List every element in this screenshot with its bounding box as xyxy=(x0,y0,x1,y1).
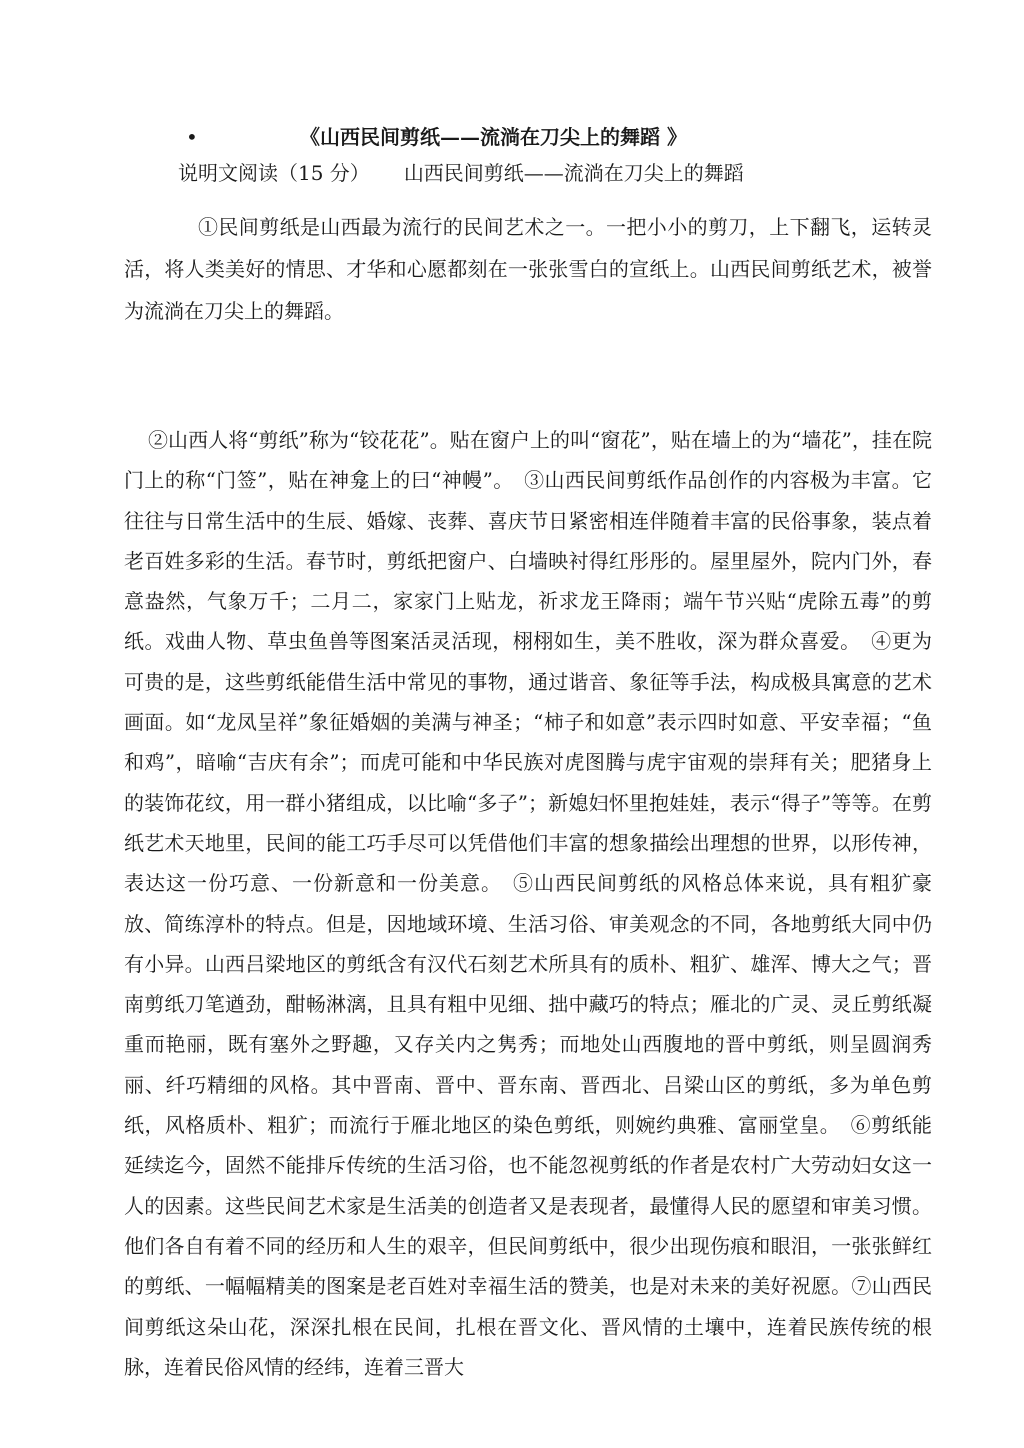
paragraph-2: ②山西人将“剪纸”称为“铰花花”。贴在窗户上的叫“窗花”，贴在墙上的为“墙花”，挂在院门上的称“门签”，贴在神龛上的曰“神幔”。 ③山西民间剪纸作品创作的内容极为丰富。它往往与日常生活中的生辰、婚嫁、丧葬、喜庆节日紧密相连伴随着丰富的民俗事象，装点着老百姓多彩的生活。春节时，剪纸把窗户、白墙映衬得红彤彤的。屋里屋外，院内门外，春意盎然，气象万千；二月二，家家门上贴龙，祈求龙王降雨；端午节兴贴“虎除五毒”的剪纸。戏曲人物、草虫鱼兽等图案活灵活现，栩栩如生，美不胜收，深为群众喜爱。 ④更为可贵的是，这些剪纸能借生活中常见的事物，通过谐音、象征等手法，构成极具寓意的艺术画面。如“龙凤呈祥”象征婚姻的美满与神圣；“柿子和如意”表示四时如意、平安幸福；“鱼和鸡”，暗喻“吉庆有余”；而虎可能和中华民族对虎图腾与虎宇宙观的崇拜有关；肥猪身上的装饰花纹，用一群小猪组成，以比喻“多子”；新媳妇怀里抱娃娃，表示“得子”等等。在剪纸艺术天地里，民间的能工巧手尽可以凭借他们丰富的想象描绘出理想的世界，以形传神，表达这一份巧意、一份新意和一份美意。 ⑤山西民间剪纸的风格总体来说，具有粗犷豪放、简练淳朴的特点。但是，因地域环境、生活习俗、审美观念的不同，各地剪纸大同中仍有小异。山西吕梁地区的剪纸含有汉代石刻艺术所具有的质朴、粗犷、雄浑、博大之气；晋南剪纸刀笔遒劲，酣畅淋漓，且具有粗中见细、拙中藏巧的特点；雁北的广灵、灵丘剪纸凝重而艳丽，既有塞外之野趣，又存关内之隽秀；而地处山西腹地的晋中剪纸，则呈圆润秀丽、纤巧精细的风格。其中晋南、晋中、晋东南、晋西北、吕梁山区的剪纸，多为单色剪纸，风格质朴、粗犷；而流行于雁北地区的染色剪纸，则婉约典雅、富丽堂皇。 ⑥剪纸能延续迄今，固然不能排斥传统的生活习俗，也不能忽视剪纸的作者是农村广大劳动妇女这一人的因素。这些民间艺术家是生活美的创造者又是表现者，最懂得人民的愿望和审美习惯。他们各自有着不同的经历和人生的艰辛，但民间剪纸中，很少出现伤痕和眼泪，一张张鲜红的剪纸、一幅幅精美的图案是老百姓对幸福生活的赞美，也是对未来的美好祝愿。⑦山西民间剪纸这朵山花，深深扎根在民间，扎根在晋文化、晋风情的土壤中，连着民族传统的根脉，连着民俗风情的经纬，连着三晋大 xyxy=(124,428,932,1379)
title-row xyxy=(0,122,1024,152)
bullet-marker: • xyxy=(186,125,198,149)
document-title: 《山西民间剪纸——流淌在刀尖上的舞蹈 》 xyxy=(300,125,687,149)
question-label: 说明文阅读（15 分） xyxy=(178,161,370,185)
article-heading: 山西民间剪纸——流淌在刀尖上的舞蹈 xyxy=(403,161,744,185)
paragraph-1: ①民间剪纸是山西最为流行的民间艺术之一。一把小小的剪刀，上下翻飞，运转灵活，将人类美好的情思、才华和心愿都刻在一张张雪白的宣纸上。山西民间剪纸艺术，被誉为流淌在刀尖上的舞蹈。 xyxy=(124,215,932,323)
subtitle-row xyxy=(178,158,744,188)
